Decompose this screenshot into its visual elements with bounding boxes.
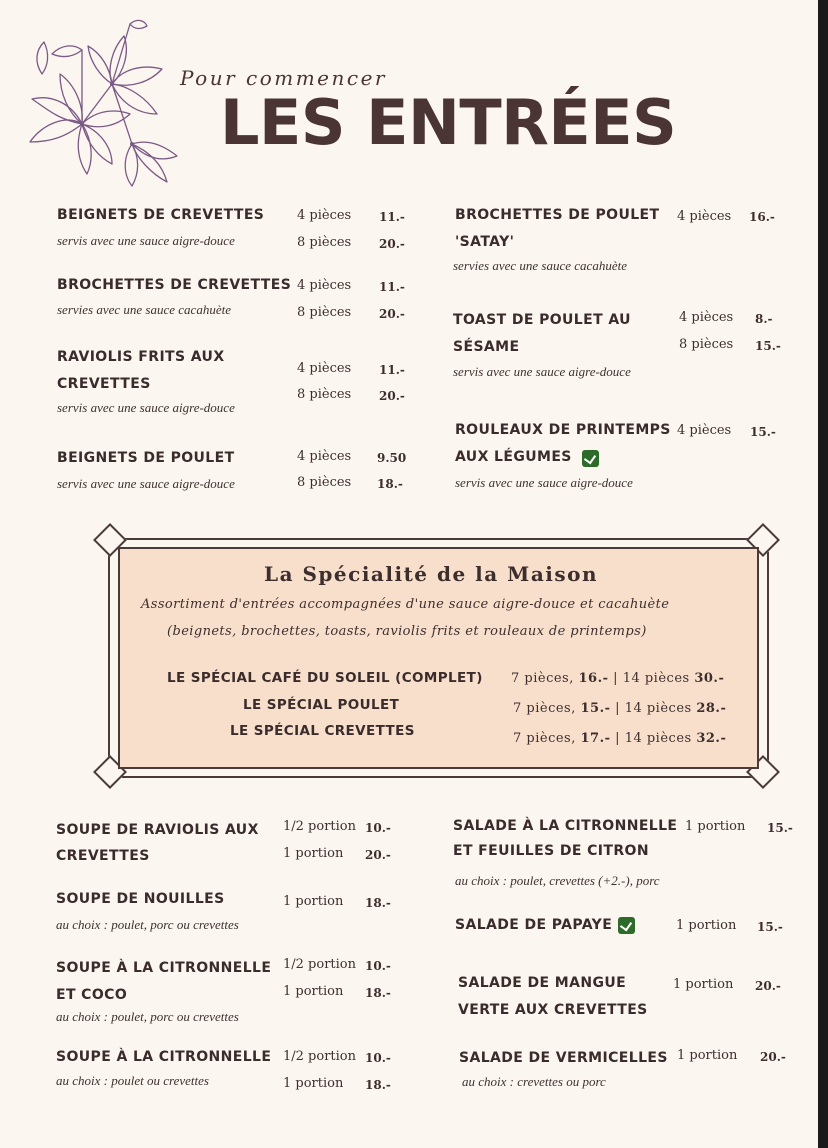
- speciality-desc: Assortiment d'entrées accompagnées d'une sauce aigre-douce et cacahuète: [141, 597, 670, 612]
- entree-qty: 8 pièces: [297, 305, 352, 320]
- speciality-title: La Spécialité de la Maison: [264, 562, 599, 586]
- entree-qty: 4 pièces: [677, 423, 732, 438]
- entree-price: 20.-: [379, 389, 405, 403]
- entree-desc: servis avec une sauce aigre-douce: [57, 400, 235, 415]
- entree-desc: servies avec une sauce cacahuète: [453, 258, 627, 273]
- salad-desc: au choix : crevettes ou porc: [462, 1074, 606, 1089]
- salad-name: VERTE AUX CREVETTES: [458, 1002, 648, 1018]
- entree-desc: servis avec une sauce aigre-douce: [57, 476, 235, 491]
- salad-desc: au choix : poulet, crevettes (+2.-), porc: [455, 873, 660, 888]
- soup-qty: 1 portion: [283, 984, 344, 999]
- speciality-item-name: LE SPÉCIAL CAFÉ DU SOLEIL (COMPLET): [167, 670, 483, 686]
- entree-qty: 4 pièces: [297, 208, 352, 223]
- entree-qty: 8 pièces: [297, 475, 352, 490]
- soup-price: 20.-: [365, 848, 391, 862]
- speciality-price: 32.-: [696, 731, 727, 746]
- entree-qty: 4 pièces: [297, 361, 352, 376]
- entree-name: BEIGNETS DE CREVETTES: [57, 207, 265, 223]
- speciality-price: 28.-: [696, 701, 727, 716]
- entree-name: ROULEAUX DE PRINTEMPS: [455, 422, 671, 438]
- entree-qty: 4 pièces: [297, 278, 352, 293]
- speciality-qty: 7 pièces,: [511, 671, 574, 686]
- entree-price: 15.-: [755, 339, 781, 353]
- salad-name: SALADE DE PAPAYE: [455, 917, 613, 933]
- entree-name: AUX LÉGUMES: [455, 449, 572, 465]
- entree-name: BROCHETTES DE CREVETTES: [57, 277, 292, 293]
- speciality-desc: (beignets, brochettes, toasts, raviolis frits et rouleaux de printemps): [167, 624, 647, 639]
- soup-desc: au choix : poulet ou crevettes: [56, 1073, 209, 1088]
- soup-name: CREVETTES: [56, 848, 150, 864]
- entree-desc: servies avec une sauce cacahuète: [57, 302, 231, 317]
- speciality-qty: 14 pièces: [624, 731, 692, 746]
- soup-price: 10.-: [365, 959, 391, 973]
- soup-price: 18.-: [365, 1078, 391, 1092]
- entree-qty: 4 pièces: [677, 209, 732, 224]
- entree-name: 'SATAY': [455, 234, 515, 250]
- entree-name: BEIGNETS DE POULET: [57, 450, 235, 466]
- speciality-price: 16.-: [578, 671, 609, 686]
- entree-price: 11.-: [379, 280, 405, 294]
- entree-name: BROCHETTES DE POULET: [455, 207, 660, 223]
- soup-name: SOUPE DE NOUILLES: [56, 891, 225, 907]
- page-title: LES ENTRÉES: [220, 86, 677, 159]
- entree-qty: 8 pièces: [297, 387, 352, 402]
- speciality-item-price: [511, 671, 724, 686]
- entree-price: 15.-: [750, 425, 776, 439]
- soup-qty: 1 portion: [283, 894, 344, 909]
- vegetarian-leaf-icon: [618, 917, 635, 934]
- entree-price: 9.50: [377, 451, 407, 465]
- header-subtitle: Pour commencer: [180, 66, 387, 90]
- speciality-item-price: [513, 731, 726, 746]
- entree-price: 11.-: [379, 210, 405, 224]
- salad-price: 20.-: [760, 1050, 786, 1064]
- salad-name: SALADE À LA CITRONNELLE: [453, 818, 678, 834]
- entree-desc: servis avec une sauce aigre-douce: [453, 364, 631, 379]
- salad-price: 15.-: [767, 821, 793, 835]
- entree-qty: 4 pièces: [679, 310, 734, 325]
- lily-flower-icon: [12, 14, 192, 190]
- entree-price: 8.-: [755, 312, 773, 326]
- salad-qty: 1 portion: [676, 918, 737, 933]
- soup-desc: au choix : poulet, porc ou crevettes: [56, 917, 239, 932]
- speciality-qty: 7 pièces,: [513, 731, 576, 746]
- salad-price: 20.-: [755, 979, 781, 993]
- soup-price: 18.-: [365, 896, 391, 910]
- salad-name: ET FEUILLES DE CITRON: [453, 843, 649, 859]
- speciality-separator: |: [613, 671, 619, 686]
- salad-price: 15.-: [757, 920, 783, 934]
- soup-qty: 1/2 portion: [283, 819, 356, 834]
- entree-price: 16.-: [749, 210, 775, 224]
- salad-qty: 1 portion: [685, 819, 746, 834]
- vegetarian-leaf-icon: [582, 450, 599, 467]
- salad-name: SALADE DE VERMICELLES: [459, 1050, 668, 1066]
- salad-qty: 1 portion: [673, 977, 734, 992]
- soup-name: ET COCO: [56, 987, 128, 1003]
- speciality-qty: 14 pièces: [624, 701, 692, 716]
- salad-name: SALADE DE MANGUE: [458, 975, 627, 991]
- entree-qty: 8 pièces: [679, 337, 734, 352]
- soup-name: SOUPE À LA CITRONNELLE: [56, 960, 272, 976]
- speciality-price: 17.-: [580, 731, 611, 746]
- speciality-separator: |: [615, 701, 621, 716]
- soup-desc: au choix : poulet, porc ou crevettes: [56, 1009, 239, 1024]
- entree-qty: 4 pièces: [297, 449, 352, 464]
- entree-desc: servis avec une sauce aigre-douce: [57, 233, 235, 248]
- entree-desc: servis avec une sauce aigre-douce: [455, 475, 633, 490]
- entree-name: RAVIOLIS FRITS AUX: [57, 349, 225, 365]
- speciality-qty: 14 pièces: [622, 671, 690, 686]
- soup-qty: 1/2 portion: [283, 1049, 356, 1064]
- entree-name: CREVETTES: [57, 376, 151, 392]
- soup-qty: 1/2 portion: [283, 957, 356, 972]
- speciality-item-name: LE SPÉCIAL POULET: [243, 697, 400, 713]
- speciality-separator: |: [615, 731, 621, 746]
- soup-price: 10.-: [365, 1051, 391, 1065]
- entree-qty: 8 pièces: [297, 235, 352, 250]
- speciality-qty: 7 pièces,: [513, 701, 576, 716]
- entree-price: 20.-: [379, 307, 405, 321]
- soup-price: 18.-: [365, 986, 391, 1000]
- salad-qty: 1 portion: [677, 1048, 738, 1063]
- entree-name: TOAST DE POULET AU: [453, 312, 631, 328]
- entree-name: SÉSAME: [453, 339, 520, 355]
- soup-price: 10.-: [365, 821, 391, 835]
- speciality-price: 30.-: [694, 671, 725, 686]
- soup-name: SOUPE À LA CITRONNELLE: [56, 1049, 272, 1065]
- entree-price: 11.-: [379, 363, 405, 377]
- speciality-price: 15.-: [580, 701, 611, 716]
- soup-qty: 1 portion: [283, 846, 344, 861]
- entree-price: 20.-: [379, 237, 405, 251]
- speciality-item-price: [513, 701, 726, 716]
- entree-price: 18.-: [377, 477, 403, 491]
- speciality-item-name: LE SPÉCIAL CREVETTES: [230, 723, 415, 739]
- soup-qty: 1 portion: [283, 1076, 344, 1091]
- soup-name: SOUPE DE RAVIOLIS AUX: [56, 822, 259, 838]
